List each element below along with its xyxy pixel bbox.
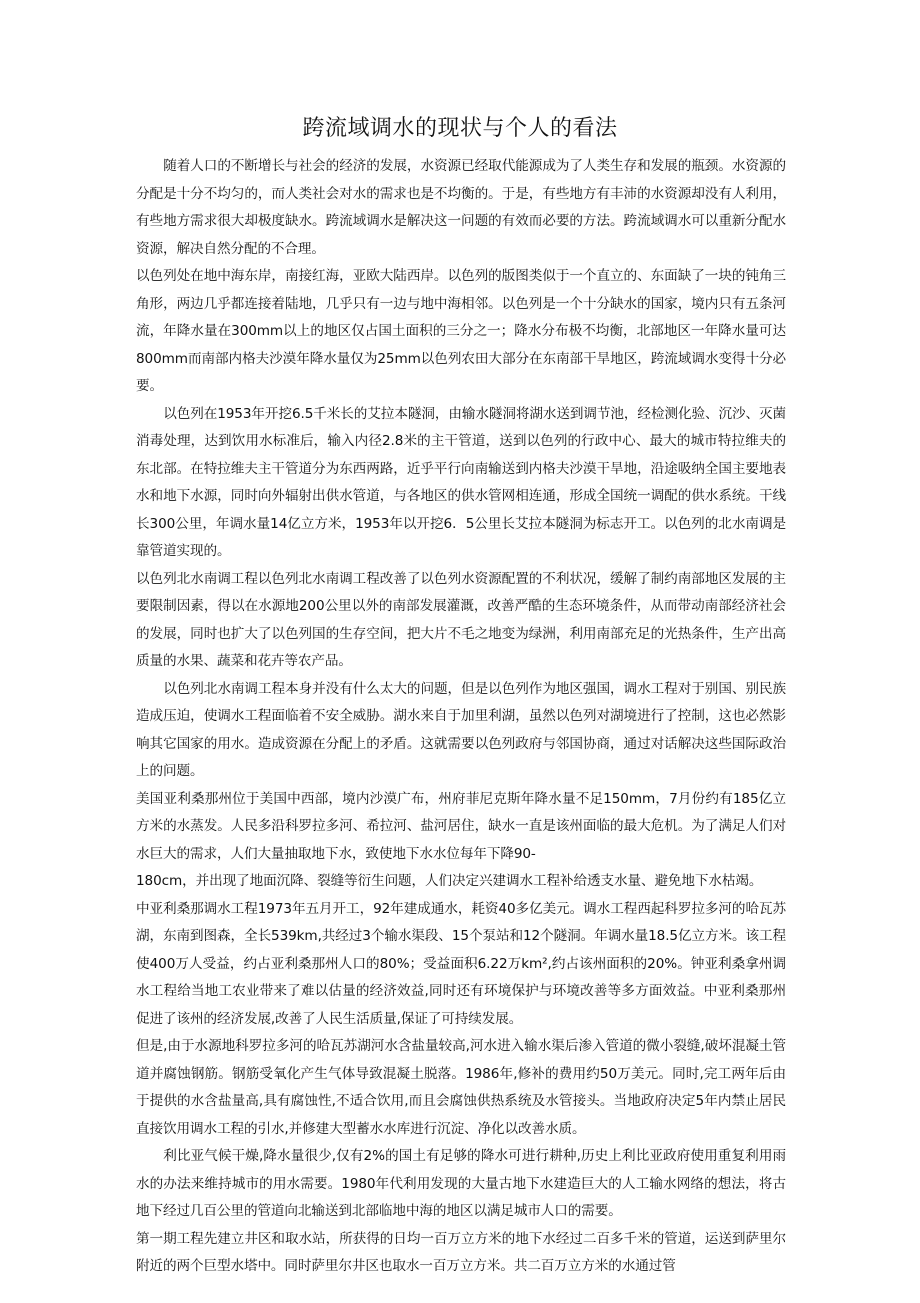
paragraph: 随着人口的不断增长与社会的经济的发展，水资源已经取代能源成为了人类生存和发展的瓶颈。水资源的分配是十分不均匀的，而人类社会对水的需求也是不均衡的。于是，有些地方有丰沛的水资源却没有人利用，有些地方需求很大却极度缺水。跨流域调水是解决这一问题的有效而必要的方法。跨流域调水可以重新分配水资源，解决自然分配的不合理。 [136, 158, 786, 257]
paragraph: 中亚利桑那调水工程1973年五月开工，92年建成通水，耗资40多亿美元。调水工程西起科罗拉多河的哈瓦苏湖，东南到图森，全长539km,共经过3个输水渠段、15个泵站和12个隧洞。年调水量18.5亿立方米。该工程使400万人受益，约占亚利桑那州人口的80%；受益面积6.22万km²,约占该州面积的20%。钟亚利桑拿州调水工程给当地工农业带来了难以估量的经济效益,同时还有环境保护与环境改善等多方面效益。中亚利桑那州促进了该州的经济发展,改善了人民生活质量,保证了可持续发展。 [136, 900, 786, 1027]
document-body [136, 153, 786, 1281]
paragraph: 第一期工程先建立井区和取水站，所获得的日均一百万立方米的地下水经过二百多千米的管道，运送到萨里尔附近的两个巨型水塔中。同时萨里尔井区也取水一百万立方米。共二百万立方米的水通过管 [136, 1230, 786, 1274]
paragraph: 以色列北水南调工程以色列北水南调工程改善了以色列水资源配置的不利状况，缓解了制约南部地区发展的主要限制因素，得以在水源地200公里以外的南部发展灌溉，改善严酷的生态环境条件，从而带动南部经济社会的发展，同时也扩大了以色列国的生存空间，把大片不毛之地变为绿洲，利用南部充足的光热条件，生产出高质量的水果、蔬菜和花卉等农产品。 [136, 570, 786, 669]
paragraph: 美国亚利桑那州位于美国中西部，境内沙漠广布，州府菲尼克斯年降水量不足150mm，7月份约有185亿立方米的水蒸发。人民多沿科罗拉多河、希拉河、盐河居住，缺水一直是该州面临的最大危机。为了满足人们对水巨大的需求，人们大量抽取地下水，致使地下水水位每年下降90- 180cm，并出现了地面沉降、裂缝等衍生问题，人们决定兴建调水工程补给透支水量、避免地下水枯竭。 [136, 790, 786, 889]
paragraph: 以色列在1953年开挖6.5千米长的艾拉本隧洞，由输水隧洞将湖水送到调节池，经检测化验、沉沙、灭菌消毒处理，达到饮用水标准后，输入内径2.8米的主干管道，送到以色列的行政中心、最大的城市特拉维夫的东北部。在特拉维夫主干管道分为东西两路，近乎平行向南输送到内格夫沙漠干旱地，沿途吸纳全国主要地表水和地下水源，同时向外辐射出供水管道，与各地区的供水管网相连通，形成全国统一调配的供水系统。干线长300公里，年调水量14亿立方米，1953年以开挖6．5公里长艾拉本隧洞为标志开工。以色列的北水南调是靠管道实现的。 [136, 405, 786, 559]
paragraph: 但是,由于水源地科罗拉多河的哈瓦苏湖河水含盐量较高,河水进入输水渠后渗入管道的微小裂缝,破坏混凝土管道并腐蚀钢筋。钢筋受氧化产生气体导致混凝土脱落。1986年,修补的费用约50万美元。同时,完工两年后由于提供的水含盐量高,具有腐蚀性,不适合饮用,而且会腐蚀供热系统及水管接头。当地政府决定5年内禁止居民直接饮用调水工程的引水,并修建大型蓄水水库进行沉淀、净化以改善水质。 [136, 1038, 786, 1137]
paragraph: 利比亚气候干燥,降水量很少,仅有2%的国土有足够的降水可进行耕种,历史上利比亚政府使用重复利用雨水的办法来维持城市的用水需要。1980年代利用发现的大量古地下水建造巨大的人工输水网络的想法，将古地下经过几百公里的管道向北输送到北部临地中海的地区以满足城市人口的需要。 [136, 1148, 786, 1219]
paragraph: 以色列处在地中海东岸，南接红海，亚欧大陆西岸。以色列的版图类似于一个直立的、东面缺了一块的钝角三角形，两边几乎都连接着陆地，几乎只有一边与地中海相邻。以色列是一个十分缺水的国家，境内只有五条河流，年降水量在300mm以上的地区仅占国土面积的三分之一；降水分布极不均衡，北部地区一年降水量可达800mm而南部内格夫沙漠年降水量仅为25mm以色列农田大部分在东南部干旱地区，跨流域调水变得十分必要。 [136, 268, 786, 394]
paragraph: 以色列北水南调工程本身并没有什么太大的问题，但是以色列作为地区强国，调水工程对于别国、别民族造成压迫，使调水工程面临着不安全威胁。湖水来自于加里利湖，虽然以色列对湖境进行了控制，这也必然影响其它国家的用水。造成资源在分配上的矛盾。这就需要以色列政府与邻国协商，通过对话解决这些国际政治上的问题。 [136, 680, 786, 779]
page-title: 跨流域调水的现状与个人的看法 [302, 116, 618, 141]
